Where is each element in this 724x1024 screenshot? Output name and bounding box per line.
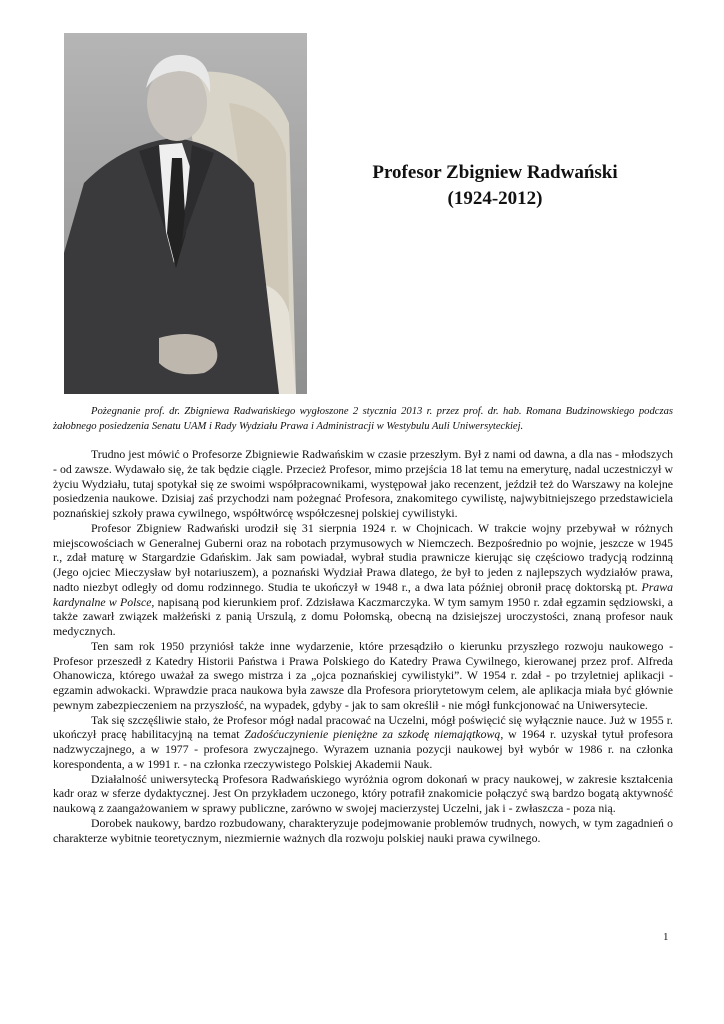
portrait-photo xyxy=(64,33,307,394)
portrait-illustration xyxy=(64,33,307,394)
title-block xyxy=(330,160,660,212)
title-years: (1924-2012) xyxy=(447,188,543,209)
paragraph xyxy=(53,713,673,772)
article-body xyxy=(53,447,673,845)
paragraph: Ten sam rok 1950 przyniósł także inne wydarzenie, które przesądziło o kierunku przyszłego rozwoju naukowego - Profesor przeszedł z Katedry Historii Państwa i Prawa Polskiego do Katedry Prawa Cywilnego, kierowanej przez prof. Alfreda Ohanowicza, którego uważał za swego mistrza i za „ojca poznańskiej cywilistyki”. W 1954 r. zdał - po trzyletniej aplikacji - egzamin adwokacki. Wprawdzie praca naukowa była zawsze dla Profesora priorytetowym celem, ale aplikacja miała być głównie pewnym zabezpieczeniem na przyszłość, na wypadek, gdyby - jak to sam określił - nie mógł funkcjonować na Uniwersytecie. xyxy=(53,638,673,712)
paragraph-text: napisaną pod kierunkiem prof. Zdzisława Kaczmarczyka. W tym samym 1950 r. zdał egzamin sędziowski, a także zawarł związek małżeński z panią Urszulą, z domu Połomską, obecną na dzisiejszej uroczystości, znaną profesor nauk medycznych. xyxy=(53,594,673,638)
intro-note: Pożegnanie prof. dr. Zbigniewa Radwańskiego wygłoszone 2 stycznia 2013 r. przez prof. dr. hab. Romana Budzinowskiego podczas żałobnego posiedzenia Senatu UAM i Rady Wydziału Prawa i Administracji w Westybulu Auli Uniwersyteckiej. xyxy=(53,406,673,432)
work-title: Prawa kardynalne w Polsce, xyxy=(53,579,673,609)
paragraph-text: Profesor Zbigniew Radwański urodził się 31 sierpnia 1924 r. w Chojnicach. W trakcie wojny przebywał w różnych miejscowościach w Generalnej Guberni oraz na robotach przymusowych w Niemczech. Bezpośrednio po wojnie, jeszcze w 1945 r., zdał maturę w Stargardzie Gdańskim. Jak sam powiadał, wybrał studia prawnicze kierując się częściowo tradycją rodzinną (Jego ojciec Mieczysław był notariuszem), a poznański Wydział Prawa dlatego, że był to jeden z najlepszych wydziałów prawa, nadto niezbyt odległy od domu rodzinnego. Studia te ukończył w 1948 r., a dwa lata później obronił pracę doktorską pt. xyxy=(53,520,673,594)
paragraph-text: , w 1964 r. uzyskał tytuł profesora nadzwyczajnego, a w 1977 - profesora zwyczajnego. Wyrazem uznania pozycji naukowej był wybór w 1986 r. na członka korespondenta, a w 1991 r. - na członka rzeczywistego Polskiej Akademii Nauk. xyxy=(53,727,673,771)
paragraph: Działalność uniwersytecką Profesora Radwańskiego wyróżnia ogrom dokonań w pracy naukowej, w zakresie kształcenia kadr oraz w sferze dydaktycznej. Jest On przykładem uczonego, który potrafił znakomicie połączyć swą bardzo bogatą aktywność naukową z zaangażowaniem w sprawy publiczne, zarówno w swojej macierzystej Uczelni, jak i - zwłaszcza - poza nią. xyxy=(53,771,673,815)
paragraph-text: Tak się szczęśliwie stało, że Profesor mógł nadal pracować na Uczelni, mógł poświęcić się wyłącznie nauce. Już w 1955 r. ukończył pracę habilitacyjną na temat xyxy=(53,712,673,742)
page-title: Profesor Zbigniew Radwański xyxy=(372,162,618,183)
paragraph: Dorobek naukowy, bardzo rozbudowany, charakteryzuje podejmowanie problemów trudnych, nowych, w tym zagadnień o charakterze wybitnie teoretycznym, niezmiernie ważnych dla rozwoju polskiej nauki prawa cywilnego. xyxy=(53,815,673,845)
page-number: 1 xyxy=(663,931,669,943)
work-title: Zadośćuczynienie pieniężne za szkodę niemajątkową xyxy=(244,727,501,742)
paragraph xyxy=(53,521,673,639)
paragraph: Trudno jest mówić o Profesorze Zbigniewie Radwańskim w czasie przeszłym. Był z nami od dawna, a dla nas - młodszych - od zawsze. Wydawało się, że tak będzie ciągle. Przecież Profesor, mimo przejścia 18 lat temu na emeryturę, nadal uczestniczył w życiu Wydziału, tutaj spotykał się ze swoimi współpracownikami, występował jako recenzent, jeździł też do Warszawy na kolejne posiedzenia naukowe. Dzisiaj zaś przychodzi nam pożegnać Profesora, znakomitego cywilistę, najwybitniejszego przedstawiciela poznańskiej szkoły prawa cywilnego, współtwórcę współczesnej polskiej cywilistyki. xyxy=(53,447,673,520)
